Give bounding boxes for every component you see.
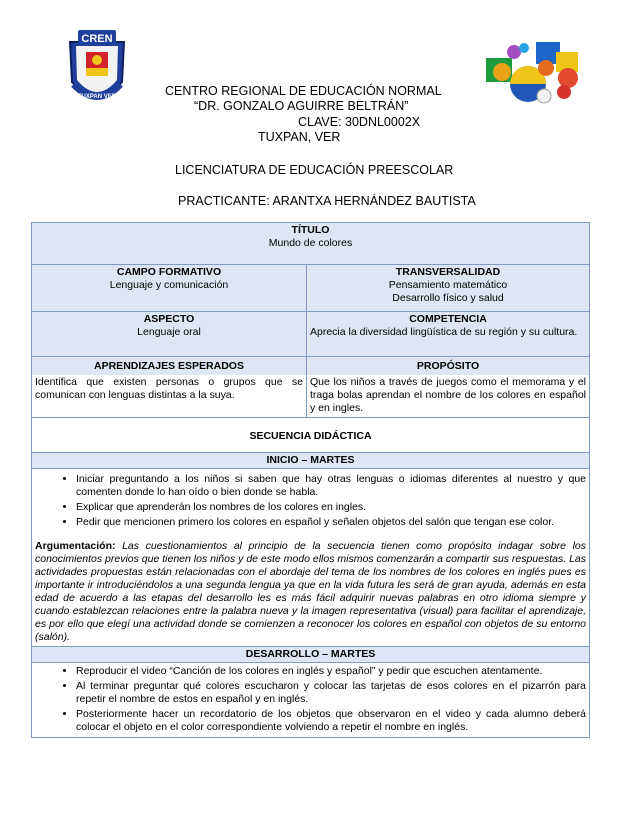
aprendizajes-cell [32,357,307,418]
competencia-cell [307,312,590,357]
inicio-content [32,469,590,647]
list-item: • Pedir que mencionen primero los colores en español y señalen objetos del salón que tengan ese color. [76,516,586,529]
competencia-value: Aprecia la diversidad lingüística de su región y su cultura. [310,326,578,338]
institution-clave: CLAVE: 30DNL0002X [298,115,421,129]
proposito-label: PROPÓSITO [307,357,589,375]
aprendizajes-label: APRENDIZAJES ESPERADOS [32,357,306,375]
transversalidad-value-2: Desarrollo físico y salud [392,292,504,304]
argumentacion [35,540,586,644]
student-name: PRACTICANTE: ARANTXA HERNÁNDEZ BAUTISTA [178,194,476,208]
proposito-value: Que los niños a través de juegos como el memorama y el traga bolas aprendan el nombre de los colores en español y en ingles. [310,376,586,414]
aspecto-cell [32,312,307,357]
secuencia-heading: SECUENCIA DIDÁCTICA [32,418,590,453]
aprendizajes-value: Identifica que existen personas o grupos que se comunican con lenguas distintas a la suya. [35,376,303,401]
argumentacion-text: Las cuestionamientos al principio de la secuencia tienen como propósito indagar sobre los conocimientos previos que tienen los niños y de este modo ellos mismos comenzarán a compartir sus respuestas. Las actividades propuestas están relacionadas con el abordaje del tema de los nombres de los colores en inglés pues es importante ir introduciéndolos a una segunda lengua ya que en la vida futura les será de gran ayuda, además en esta edad de acuerdo a las etapas del desarrollo les es más fácil adquirir nuevas palabras en otro idioma siempre y cuando establezcan relaciones entre la palabra nueva y la imagen representativa (visual) para facilitar el aprendizaje, es por ello que elegí una actividad donde se comienzen a reconocer los colores en español con objetos de su entorno (salón). [35,540,586,643]
campo-label: CAMPO FORMATIVO [116,266,222,278]
cren-logo-text: CREN [81,33,113,45]
lesson-plan-table [31,222,590,738]
list-item: • Explicar que aprenderán los nombres de los colores en ingles. [76,501,586,514]
inicio-list [35,473,586,529]
desarrollo-content [32,663,590,738]
transversalidad-value-1: Pensamiento matemático [388,279,508,291]
program-name: LICENCIATURA DE EDUCACIÓN PREESCOLAR [175,163,454,177]
list-item: • Al terminar preguntar qué colores escucharon y colocar las tarjetas de esos colores en el pizarrón para repetir el nombre de estos en español y en inglés. [76,680,586,706]
aspecto-label: ASPECTO [143,313,195,325]
titulo-cell [32,223,590,265]
inicio-heading: INICIO – MARTES [32,453,590,469]
list-item: • Iniciar preguntando a los niños si saben que hay otras lenguas o idiomas diferentes al nuestro y que comenten donde lo han oído o bien donde se habla. [76,473,586,499]
cren-logo [62,28,132,112]
institution-city: TUXPAN, VER [258,130,341,144]
preschool-toys-logo [484,36,586,108]
desarrollo-heading: DESARROLLO – MARTES [32,647,590,663]
transversalidad-label: TRANSVERSALIDAD [395,266,501,278]
campo-value: Lenguaje y comunicación [109,279,229,291]
cren-logo-city: TUXPAN VER [77,94,117,100]
list-item: • Reproducir el video “Canción de los colores en inglés y español” y pedir que escuchen atentamente. [76,665,586,678]
argumentacion-label: Argumentación: [35,540,116,552]
titulo-label: TÍTULO [291,224,330,236]
competencia-label: COMPETENCIA [409,313,487,325]
proposito-cell [307,357,590,418]
list-item: • Posteriormente hacer un recordatorio de los objetos que observaron en el video y cada alumno deberá colocar el objeto en el color correspondiente volviendo a repetir el nombre en inglés. [76,708,586,734]
aspecto-value: Lenguaje oral [137,326,201,338]
institution-honoree: “DR. GONZALO AGUIRRE BELTRÁN” [194,99,409,113]
desarrollo-list [35,665,586,734]
titulo-value: Mundo de colores [268,237,353,249]
campo-cell [32,265,307,312]
institution-name: CENTRO REGIONAL DE EDUCACIÓN NORMAL [165,84,442,98]
transversalidad-cell [307,265,590,312]
